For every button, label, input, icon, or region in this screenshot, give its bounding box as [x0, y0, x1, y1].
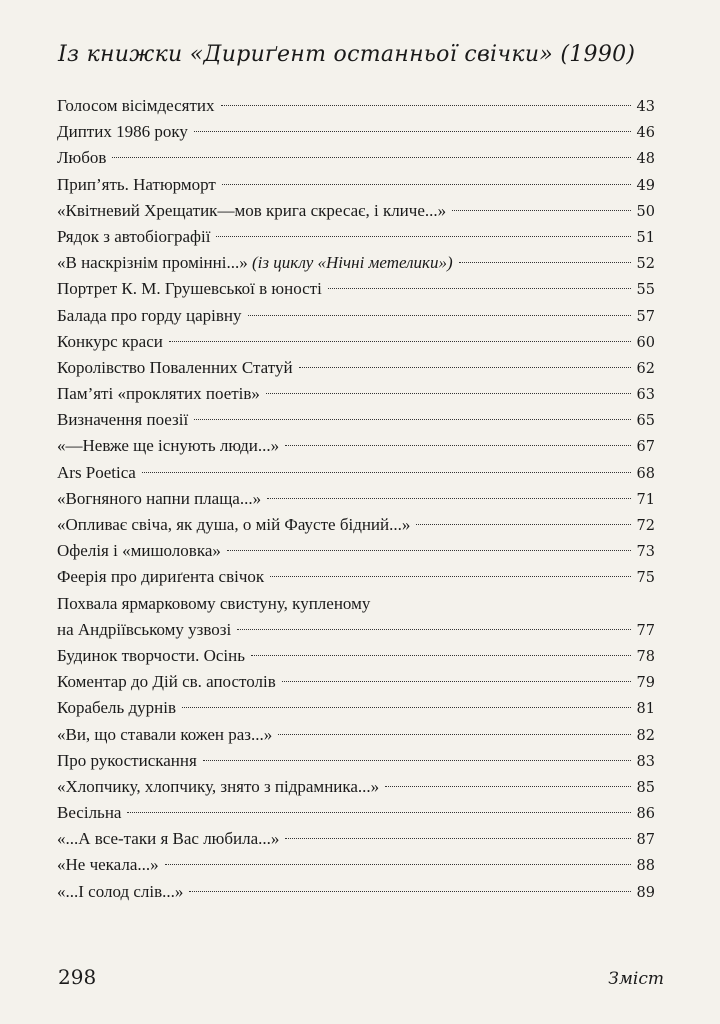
- dot-leader: [270, 576, 630, 577]
- toc-entry-title: Диптих 1986 року: [57, 122, 188, 142]
- toc-entry: [57, 643, 655, 669]
- toc-entry-title: Рядок з автобіографії: [57, 226, 211, 246]
- toc-entry: [57, 145, 655, 171]
- toc-entry-page: 50: [636, 203, 655, 220]
- toc-entry: [57, 250, 655, 276]
- toc-entry-title: Визначення поезії: [57, 410, 189, 430]
- toc-entry-title: Балада про горду царівну: [57, 305, 242, 325]
- toc-entry-page: 52: [636, 256, 655, 273]
- toc-entry-title: «Хлопчику, хлопчику, знято з підрамника...»: [57, 776, 380, 796]
- toc-entry-title: Весільна: [57, 803, 122, 823]
- toc-entry: [57, 119, 655, 145]
- toc-entry: [57, 591, 655, 643]
- toc-entry-page: 68: [636, 465, 655, 482]
- toc-entry-title: Офелія і «мишоловка»: [57, 541, 221, 561]
- toc-entry-page: 49: [636, 177, 655, 194]
- toc-entry-title: Про рукостискання: [57, 750, 197, 770]
- toc-entry: [57, 198, 655, 224]
- toc-entry: [57, 172, 655, 198]
- table-of-contents: [57, 93, 655, 905]
- toc-entry-title: Ars Poetica: [57, 462, 136, 482]
- dot-leader: [299, 367, 631, 368]
- toc-entry-title: «—Невже ще існують люди...»: [57, 436, 280, 456]
- toc-entry-page: 88: [636, 858, 655, 875]
- toc-entry: [57, 695, 655, 721]
- toc-entry-title: «Ви, що ставали кожен раз...»: [57, 724, 273, 744]
- toc-entry-page: 79: [636, 675, 655, 692]
- dot-leader: [222, 184, 631, 185]
- dot-leader: [112, 157, 630, 158]
- dot-leader: [248, 315, 631, 316]
- dot-leader: [282, 681, 631, 682]
- toc-entry: [57, 800, 655, 826]
- toc-entry-page: 46: [636, 125, 655, 142]
- toc-entry: [57, 538, 655, 564]
- toc-entry-page: 75: [636, 570, 655, 587]
- toc-entry-page: 82: [636, 727, 655, 744]
- toc-entry: [57, 407, 655, 433]
- dot-leader: [165, 864, 631, 865]
- dot-leader: [127, 812, 630, 813]
- toc-entry-title: «...А все-таки я Вас любила...»: [57, 829, 280, 849]
- dot-leader: [203, 760, 631, 761]
- toc-entry-page: 67: [636, 439, 655, 456]
- toc-entry-title: Портрет К. М. Грушевської в юності: [57, 279, 322, 299]
- running-footer-label: Зміст: [608, 969, 664, 989]
- dot-leader: [416, 524, 630, 525]
- toc-entry-page: 43: [636, 99, 655, 115]
- toc-entry-title: Королівство Поваленних Статуй: [57, 357, 293, 377]
- page-number: 298: [58, 965, 97, 989]
- toc-entry-title: «В наскрізнім промінні...» (із циклу «Нічні метелики»): [57, 253, 453, 273]
- toc-entry-title: Любов: [57, 148, 107, 168]
- dot-leader: [328, 288, 631, 289]
- toc-entry: [57, 564, 655, 590]
- dot-leader: [182, 707, 631, 708]
- toc-entry-page: 77: [636, 622, 655, 639]
- toc-entry-title: Похвала ярмарковому свистуну, купленому: [57, 593, 371, 613]
- toc-entry: [57, 460, 655, 486]
- toc-entry-page: 65: [636, 413, 655, 430]
- dot-leader: [251, 655, 631, 656]
- toc-entry-page: 86: [636, 806, 655, 823]
- toc-entry: [57, 826, 655, 852]
- dot-leader: [194, 419, 630, 420]
- toc-entry-page: 62: [636, 360, 655, 377]
- dot-leader: [452, 210, 630, 211]
- toc-entry: [57, 381, 655, 407]
- toc-entry-note: (із циклу «Нічні метелики»): [251, 253, 453, 273]
- toc-entry: [57, 433, 655, 459]
- dot-leader: [237, 629, 630, 630]
- section-title: Із книжки «Дириґент останньої свічки» (1990): [58, 42, 636, 67]
- toc-entry-title: Голосом вісімдесятих: [57, 96, 215, 115]
- dot-leader: [169, 341, 631, 342]
- toc-entry-page: 78: [636, 648, 655, 665]
- dot-leader: [285, 838, 630, 839]
- toc-entry-page: 55: [636, 282, 655, 299]
- toc-entry-page: 89: [636, 884, 655, 901]
- toc-entry: [57, 329, 655, 355]
- dot-leader: [189, 891, 630, 892]
- toc-entry-page: 85: [636, 779, 655, 796]
- toc-entry: [57, 722, 655, 748]
- toc-entry: [57, 93, 655, 119]
- toc-entry: [57, 303, 655, 329]
- dot-leader: [385, 786, 630, 787]
- toc-entry-page: 83: [636, 753, 655, 770]
- dot-leader: [285, 445, 630, 446]
- toc-entry-title: Конкурс краси: [57, 331, 163, 351]
- toc-entry-page: 87: [636, 832, 655, 849]
- toc-entry-title: «...І солод слів...»: [57, 881, 184, 901]
- toc-entry-title: Будинок творчости. Осінь: [57, 645, 245, 665]
- toc-entry-page: 81: [636, 701, 655, 718]
- toc-entry-title: Корабель дурнів: [57, 698, 176, 718]
- toc-entry: [57, 512, 655, 538]
- toc-entry-title: Прип’ять. Натюрморт: [57, 174, 216, 194]
- toc-entry: [57, 486, 655, 512]
- toc-entry: [57, 355, 655, 381]
- dot-leader: [142, 472, 631, 473]
- dot-leader: [227, 550, 631, 551]
- dot-leader: [216, 236, 630, 237]
- toc-entry-title: «Опливає свіча, як душа, о мій Фаусте бідний...»: [57, 515, 411, 534]
- toc-entry-page: 51: [636, 229, 655, 246]
- toc-entry: [57, 224, 655, 250]
- toc-entry-page: 63: [636, 387, 655, 404]
- toc-entry-title: «Не чекала...»: [57, 855, 159, 875]
- toc-entry-title: «Квітневий Хрещатик—мов крига скресає, і кличе...»: [57, 200, 447, 220]
- toc-entry-title: Феерія про дириґента свічок: [57, 567, 265, 587]
- toc-entry: [57, 748, 655, 774]
- toc-entry: [57, 879, 655, 905]
- toc-entry-title-continuation: на Андріївському узвозі: [57, 619, 232, 639]
- toc-entry-page: 60: [636, 334, 655, 351]
- toc-entry: [57, 774, 655, 800]
- toc-entry-title: «Вогняного напни плаща...»: [57, 488, 262, 508]
- toc-entry: [57, 852, 655, 878]
- toc-entry-title: Пам’яті «проклятих поетів»: [57, 384, 260, 404]
- toc-entry-page: 57: [636, 308, 655, 325]
- dot-leader: [266, 393, 631, 394]
- dot-leader: [278, 734, 630, 735]
- toc-entry-page: 48: [636, 151, 655, 168]
- dot-leader: [459, 262, 631, 263]
- dot-leader: [221, 105, 631, 106]
- toc-entry-page: 73: [636, 544, 655, 561]
- dot-leader: [194, 131, 631, 132]
- toc-entry: [57, 276, 655, 302]
- toc-entry-page: 71: [636, 491, 655, 508]
- toc-entry-title: Коментар до Дій св. апостолів: [57, 672, 276, 692]
- dot-leader: [267, 498, 630, 499]
- toc-entry-page: 72: [636, 518, 655, 534]
- toc-entry: [57, 669, 655, 695]
